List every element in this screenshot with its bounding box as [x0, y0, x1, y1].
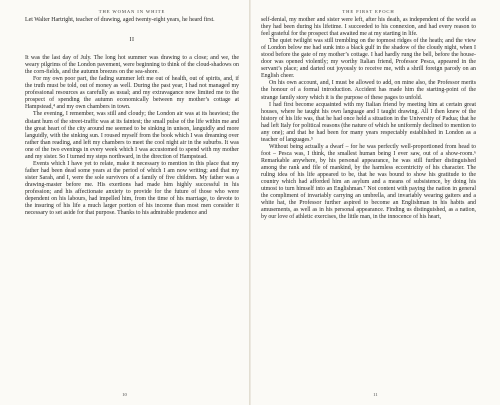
paragraph: The evening, I remember, was still and cloudy; the London air was at its heaviest; the distant hum of the street-traffic was at its faintest; the small pulse of the life within me and the great heart of the city around me seemed to be sinking in unison, languidly and more languidly, with the sinking sun. I roused myself from the book which I was dreaming over rather than reading, and left my chambers to meet the cool night air in the suburbs. It was one of the two evenings in every week which I was accustomed to spend with my mother and my sister. So I turned my steps northward, in the direction of Hampstead.	[25, 111, 239, 160]
paragraph: It was the last day of July. The long hot summer was drawing to a close; and we, the weary pilgrims of the London pavement, were beginning to think of the cloud-shadows on the corn-fields, and the autumn breezes on the sea-shore.	[25, 55, 239, 76]
running-head-right: THE FIRST EPOCH	[342, 9, 395, 14]
chapter-number: II	[129, 37, 135, 44]
page-number-right: 11	[373, 392, 378, 397]
paragraph: self-denial, my mother and sister were left, after his death, as independent of the world as they had been during his lifetime. I succeeded to his connexion, and had every reason to feel grateful for the prospect that awaited me at my starting in life.	[261, 17, 476, 38]
paragraph: Events which I have yet to relate, make it necessary to mention in this place that my father had been dead some years at the period of which I am now writing; and that my sister Sarah, and I, were the sole survivors of a family of five children. My father was a drawing-master before me. His exertions had made him highly successful in his profession; and his affectionate anxiety to provide for the future of those who were dependent on his labours, had impelled him, from the time of his marriage, to devote to the insuring of his life a much larger portion of his income than most men consider it necessary to set aside for that purpose. Thanks to his admirable prudence and	[25, 160, 239, 217]
paragraph: The quiet twilight was still trembling on the topmost ridges of the heath; and the view of London below me had sunk into a black gulf in the shadow of the cloudy night, when I stood before the gate of my mother’s cottage. I had hardly rung the bell, before the house-door was opened violently; my worthy Italian friend, Professor Pesca, appeared in the servant’s place; and darted out joyously to receive me, with a shrill foreign parody on an English cheer.	[261, 38, 476, 80]
paragraph: I had first become acquainted with my Italian friend by meeting him at certain great houses, where he taught his own language and I taught drawing. All I then knew of the history of his life was, that he had once held a situation in the University of Padua; that he had left Italy for political reasons (the nature of which he uniformly declined to mention to any one); and that he had been for many years respectably established in London as a teacher of languages.⁵	[261, 101, 476, 143]
running-head-left: THE WOMAN IN WHITE	[98, 9, 166, 14]
paragraph: Without being actually a dwarf – for he was perfectly well-proportioned from head to foot – Pesca was, I think, the smallest human being I ever saw, out of a show-room.⁶ Remarkable anywhere, by his personal appearance, he was still further distinguished among the rank and file of mankind, by the harmless eccentricity of his character. The ruling idea of his life appeared to be, that he was bound to show his gratitude to the country which had afforded him an asylum and a means of subsistence, by doing his utmost to turn himself into an Englishman.⁷ Not content with paying the nation in general the compliment of invariably carrying an umbrella, and invariably wearing gaiters and a white hat, the Professor further aspired to become an Englishman in his habits and amusements, as well as in his personal appearance. Finding us distinguished, as a nation, by our love of athletic exercises, the little man, in the innocence of his heart,	[261, 143, 476, 221]
right-page	[251, 0, 500, 405]
right-page-text	[261, 17, 476, 221]
paragraph: For my own poor part, the fading summer left me out of health, out of spirits, and, if the truth must be told, out of money as well. During the past year, I had not managed my professional resources as carefully as usual; and my extravagance now limited me to the prospect of spending the autumn economically between my mother’s cottage at Hampstead,⁴ and my own chambers in town.	[25, 76, 239, 111]
paragraph: On his own account, and, I must be allowed to add, on mine also, the Professor merits the honour of a formal introduction. Accident has made him the starting-point of the strange family story which it is the purpose of these pages to unfold.	[261, 80, 476, 101]
opening-paragraph: Let Walter Hartright, teacher of drawing, aged twenty-eight years, he heard first.	[25, 17, 215, 23]
page-number-left: 10	[122, 392, 127, 397]
left-page	[0, 0, 249, 405]
left-page-text	[25, 17, 239, 217]
